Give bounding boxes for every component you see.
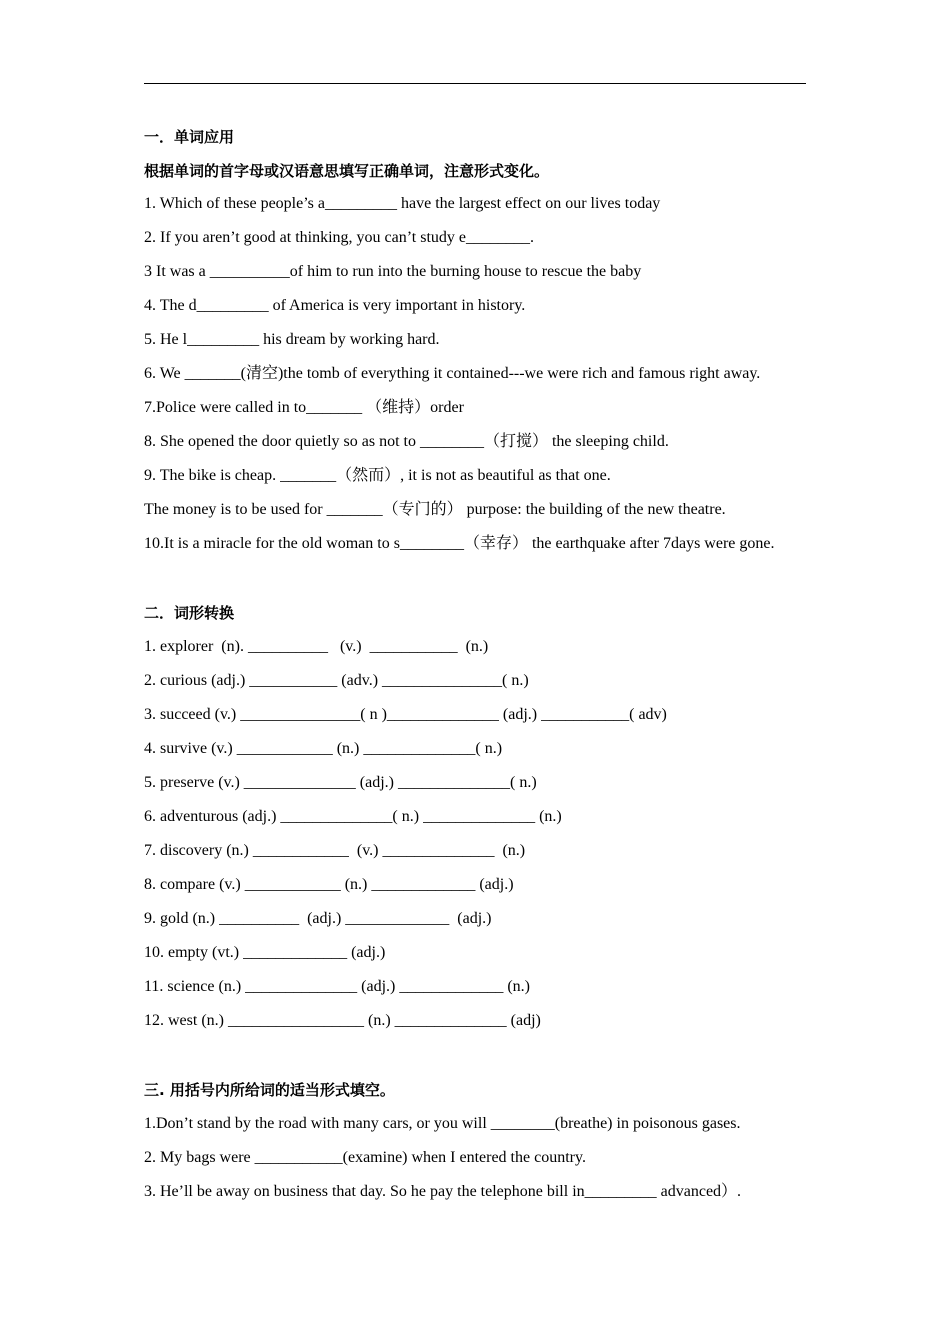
section3-item-2: 2. My bags were ___________(examine) when I entered the country. [144,1149,586,1166]
section1-item-2: 2. If you aren’t good at thinking, you can’t study e________. [144,229,535,246]
section2-item-2: 2. curious (adj.) ___________ (adv.) _______________( n.) [144,672,529,689]
section1-item-10: 10.It is a miracle for the old woman to s________（幸存） the earthquake after 7days were gone. [144,535,775,552]
section2-item-4: 4. survive (v.) ____________ (n.) ______________( n.) [144,740,503,757]
section1-item-3: 3 It was a __________of him to run into the burning house to rescue the baby [144,263,642,280]
section1-item-6: 6. We _______(清空)the tomb of everything it contained---we were rich and famous right away. [144,365,761,382]
section1-item-5: 5. He l_________ his dream by working hard. [144,331,440,348]
section1-item-4: 4. The d_________ of America is very important in history. [144,297,526,314]
header-rule [144,83,806,84]
section2-item-12: 12. west (n.) _________________ (n.) ______________ (adj) [144,1012,541,1029]
section1-item-1: 1. Which of these people’s a_________ have the largest effect on our lives today [144,195,661,212]
section2-item-10: 10. empty (vt.) _____________ (adj.) [144,944,386,961]
section1-instruction: 根据单词的首字母或汉语意思填写正确单词，注意形式变化。 [144,162,550,180]
section1-title: 一．单词应用 [144,128,235,146]
section3-item-1: 1.Don’t stand by the road with many cars, or you will ________(breathe) in poisonous gases. [144,1115,741,1132]
section2-item-3: 3. succeed (v.) _______________( n )______________ (adj.) ___________( adv) [144,706,667,723]
section2-item-7: 7. discovery (n.) ____________ (v.) ______________ (n.) [144,842,526,859]
section2-title: 二．词形转换 [144,604,235,622]
section3-title: 三. 用括号内所给词的适当形式填空。 [144,1081,395,1099]
section1-item-9: 9. The bike is cheap. _______（然而）, it is not as beautiful as that one. [144,467,611,484]
section2-item-5: 5. preserve (v.) ______________ (adj.) ______________( n.) [144,774,537,791]
section1-item-7: 7.Police were called in to_______ （维持）order [144,399,464,416]
section2-item-8: 8. compare (v.) ____________ (n.) _____________ (adj.) [144,876,514,893]
section2-item-11: 11. science (n.) ______________ (adj.) _____________ (n.) [144,978,530,995]
section2-item-1: 1. explorer (n). __________ (v.) ___________ (n.) [144,638,489,655]
section3-item-3: 3. He’ll be away on business that day. So he pay the telephone bill in_________ advanced）. [144,1183,742,1200]
section2-item-9: 9. gold (n.) __________ (adj.) _____________ (adj.) [144,910,492,927]
section1-item-8: 8. She opened the door quietly so as not to ________（打搅） the sleeping child. [144,433,669,450]
section1-item-9b: The money is to be used for _______（专门的） purpose: the building of the new theatre. [144,501,726,518]
section2-item-6: 6. adventurous (adj.) ______________( n.) ______________ (n.) [144,808,562,825]
